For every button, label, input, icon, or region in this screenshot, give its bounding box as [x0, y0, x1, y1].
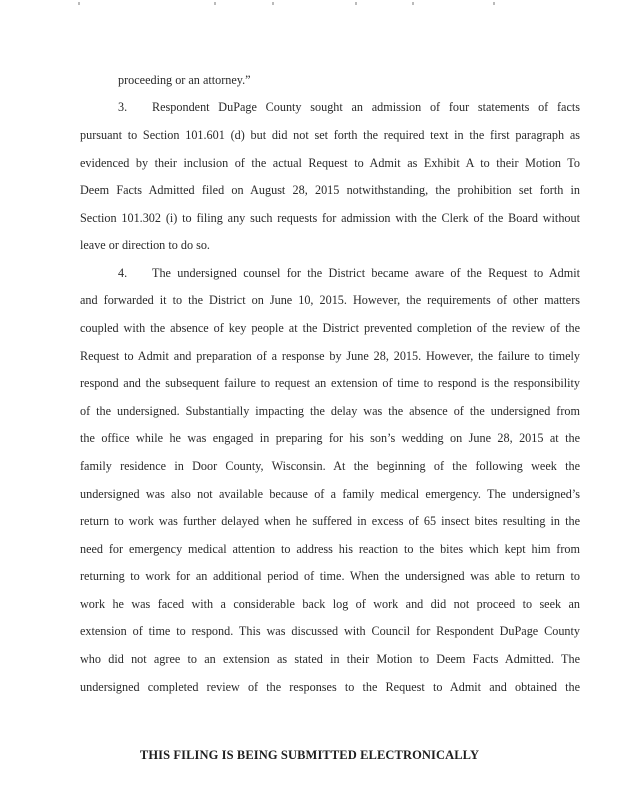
opening-line: proceeding or an attorney.”	[118, 73, 251, 87]
scan-speck	[272, 2, 274, 5]
scan-speck	[78, 2, 80, 5]
paragraph-number: 3.	[118, 100, 128, 114]
paragraph-line: coupled with the absence of key people at the District prevented completion of the review of the	[80, 321, 580, 335]
paragraph-line: who did not agree to an extension as stated in their Motion to Deem Facts Admitted. The	[80, 652, 580, 666]
paragraph-line: undersigned completed review of the responses to the Request to Admit and obtained the	[80, 680, 580, 694]
paragraph-first-line: The undersigned counsel for the District became aware of the Request to Admit	[152, 266, 580, 280]
paragraph-line: return to work was further delayed when he suffered in excess of 65 insect bites resulting in the	[80, 514, 580, 528]
paragraph-line: returning to work for an additional period of time. When the undersigned was able to return to	[80, 569, 580, 583]
paragraph-first-line: Respondent DuPage County sought an admission of four statements of facts	[152, 100, 580, 114]
paragraph-line: need for emergency medical attention to address his reaction to the bites which kept him from	[80, 542, 580, 556]
paragraph-line: pursuant to Section 101.601 (d) but did not set forth the required text in the first paragraph as	[80, 128, 580, 142]
paragraph-line: Deem Facts Admitted filed on August 28, 2015 notwithstanding, the prohibition set forth in	[80, 183, 580, 197]
paragraph-line: extension of time to respond. This was discussed with Council for Respondent DuPage County	[80, 624, 580, 638]
scan-speck	[214, 2, 216, 5]
paragraph-line: and forwarded it to the District on June 10, 2015. However, the requirements of other matters	[80, 293, 580, 307]
paragraph-number: 4.	[118, 266, 128, 280]
paragraph-line: the office while he was engaged in preparing for his son’s wedding on June 28, 2015 at the	[80, 431, 580, 445]
scan-speck	[493, 2, 495, 5]
paragraph-line: undersigned was also not available because of a family medical emergency. The undersigned’s	[80, 487, 580, 501]
paragraph-line: of the undersigned. Substantially impacting the delay was the absence of the undersigned from	[80, 404, 580, 418]
paragraph-line: work he was faced with a considerable back log of work and did not proceed to seek an	[80, 597, 580, 611]
paragraph-line: family residence in Door County, Wisconsin. At the beginning of the following week the	[80, 459, 580, 473]
paragraph-line: Request to Admit and preparation of a response by June 28, 2015. However, the failure to timely	[80, 349, 580, 363]
scan-speck	[412, 2, 414, 5]
paragraph-line: leave or direction to do so.	[80, 238, 210, 252]
paragraph-line: respond and the subsequent failure to request an extension of time to respond is the responsibility	[80, 376, 580, 390]
paragraph-line: Section 101.302 (i) to filing any such requests for admission with the Clerk of the Board without	[80, 211, 580, 225]
scan-speck	[355, 2, 357, 5]
filing-footer: THIS FILING IS BEING SUBMITTED ELECTRONICALLY	[139, 748, 480, 762]
paragraph-line: evidenced by their inclusion of the actual Request to Admit as Exhibit A to their Motion To	[80, 156, 580, 170]
